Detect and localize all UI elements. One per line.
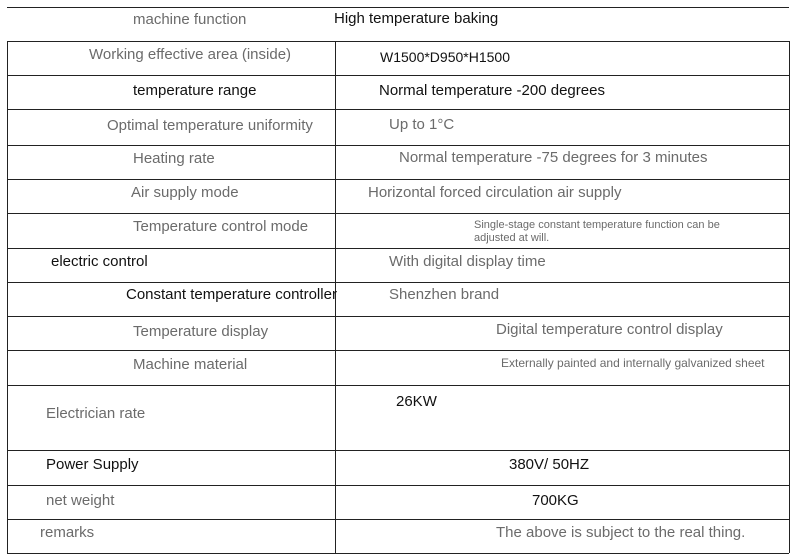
row-value: 26KW	[396, 393, 437, 410]
table-rule	[7, 213, 789, 214]
row-label: Air supply mode	[131, 184, 239, 201]
row-value: Horizontal forced circulation air supply	[368, 184, 622, 201]
row-value: W1500*D950*H1500	[380, 49, 510, 65]
row-value: Normal temperature -200 degrees	[379, 82, 605, 99]
row-value: Up to 1°C	[389, 116, 455, 133]
row-label: Electrician rate	[46, 405, 146, 422]
row-value: The above is subject to the real thing.	[496, 524, 746, 541]
row-value: With digital display time	[389, 253, 546, 270]
row-label: temperature range	[133, 82, 257, 99]
row-label: Temperature display	[133, 323, 269, 340]
table-rule	[7, 385, 789, 386]
row-value: Single-stage constant temperature function can be adjusted at will.	[474, 219, 720, 244]
row-label: Heating rate	[133, 150, 215, 167]
row-label: Working effective area (inside)	[89, 46, 292, 63]
row-value: Normal temperature -75 degrees for 3 minutes	[399, 149, 708, 166]
table-rule	[7, 41, 8, 553]
table-rule	[7, 350, 789, 351]
row-value: Externally painted and internally galvanized sheet	[501, 356, 765, 370]
row-label: net weight	[46, 492, 115, 509]
row-label: Temperature control mode	[133, 218, 309, 235]
table-rule	[7, 519, 789, 520]
table-rule	[7, 109, 789, 110]
row-label: Constant temperature controller	[126, 286, 337, 303]
row-value: 700KG	[532, 492, 579, 509]
row-label: remarks	[40, 524, 95, 541]
table-rule	[7, 7, 789, 8]
row-label: Machine material	[133, 356, 248, 373]
table-rule	[7, 485, 789, 486]
row-value: 380V/ 50HZ	[509, 456, 590, 473]
table-rule	[7, 248, 789, 249]
row-value: Shenzhen brand	[389, 286, 500, 303]
table-rule	[7, 553, 789, 554]
table-rule	[7, 75, 789, 76]
table-rule	[7, 282, 789, 283]
row-label: Power Supply	[46, 456, 139, 473]
row-value: Digital temperature control display	[496, 321, 723, 338]
row-label: Optimal temperature uniformity	[107, 117, 313, 134]
row-label: electric control	[51, 253, 148, 270]
table-rule	[7, 450, 789, 451]
table-rule	[7, 179, 789, 180]
table-rule	[7, 316, 789, 317]
table-rule	[7, 145, 789, 146]
table-rule	[7, 41, 789, 42]
table-rule	[789, 41, 790, 553]
row-label: machine function	[133, 11, 247, 28]
row-value: High temperature baking	[334, 10, 499, 27]
